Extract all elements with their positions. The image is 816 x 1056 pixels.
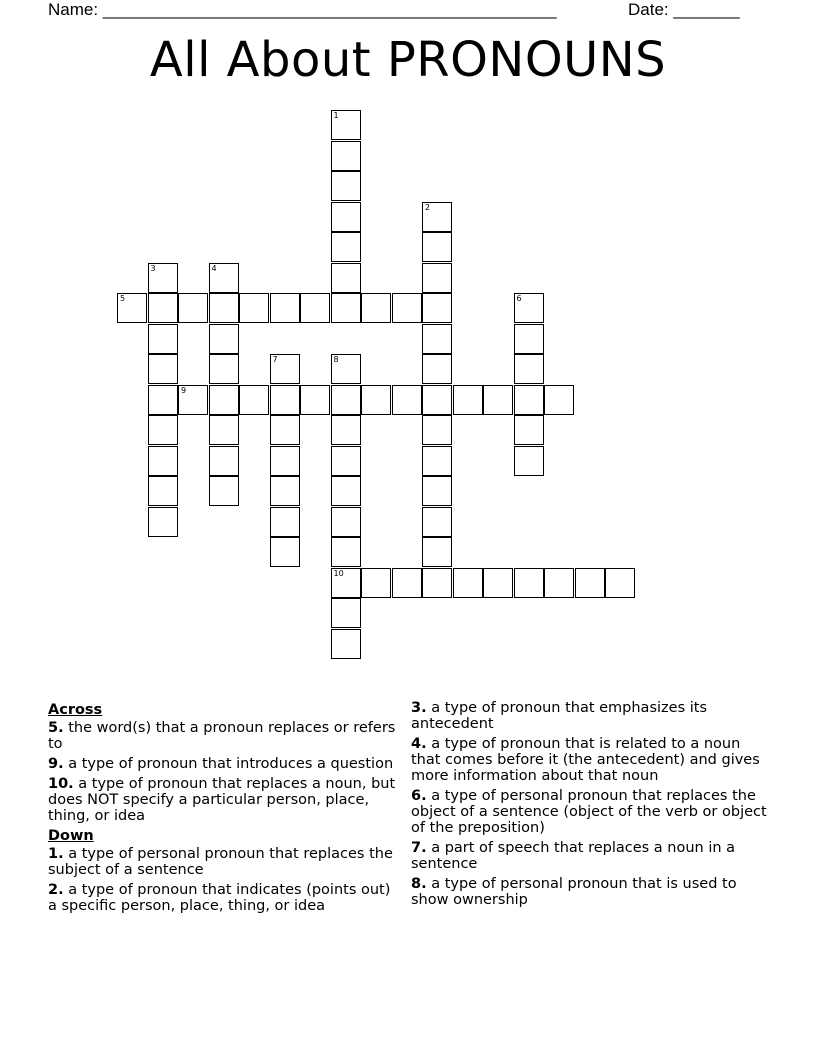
clue-number: 3. bbox=[411, 700, 427, 716]
down-clue-list bbox=[48, 846, 398, 914]
crossword-cell[interactable] bbox=[331, 629, 361, 659]
crossword-cell[interactable] bbox=[422, 232, 452, 262]
crossword-cell[interactable] bbox=[514, 354, 544, 384]
clue-item bbox=[48, 846, 398, 878]
crossword-cell[interactable] bbox=[331, 293, 361, 323]
crossword-cell[interactable] bbox=[270, 537, 300, 567]
crossword-cell[interactable] bbox=[331, 202, 361, 232]
crossword-cell[interactable] bbox=[148, 507, 178, 537]
clue-number-label: 5 bbox=[120, 294, 126, 303]
crossword-cell[interactable] bbox=[361, 568, 391, 598]
clue-number: 5. bbox=[48, 720, 64, 736]
crossword-cell[interactable] bbox=[209, 385, 239, 415]
clue-number-label: 8 bbox=[333, 355, 339, 364]
across-clue-list bbox=[48, 720, 398, 824]
clue-text: a type of personal pronoun that replaces the subject of a sentence bbox=[48, 846, 393, 878]
clue-number: 1. bbox=[48, 846, 64, 862]
clue-item bbox=[48, 776, 398, 824]
crossword-cell[interactable] bbox=[270, 446, 300, 476]
crossword-cell[interactable] bbox=[422, 476, 452, 506]
page-title: All About PRONOUNS bbox=[149, 32, 667, 88]
crossword-cell[interactable] bbox=[331, 568, 361, 598]
clue-number: 2. bbox=[48, 882, 64, 898]
crossword-cell[interactable] bbox=[331, 537, 361, 567]
crossword-cell[interactable] bbox=[422, 324, 452, 354]
crossword-cell[interactable] bbox=[514, 385, 544, 415]
crossword-cell[interactable] bbox=[148, 263, 178, 293]
crossword-cell[interactable] bbox=[392, 293, 422, 323]
crossword-cell[interactable] bbox=[483, 385, 513, 415]
crossword-cell[interactable] bbox=[422, 537, 452, 567]
crossword-cell[interactable] bbox=[331, 415, 361, 445]
crossword-cell[interactable] bbox=[270, 507, 300, 537]
date-field[interactable]: Date: _______ bbox=[628, 0, 740, 19]
crossword-cell[interactable] bbox=[148, 476, 178, 506]
crossword-cell[interactable] bbox=[148, 293, 178, 323]
clue-number-label: 7 bbox=[272, 355, 278, 364]
crossword-cell[interactable] bbox=[178, 293, 208, 323]
clue-text: a type of pronoun that indicates (points out) a specific person, place, thing, or idea bbox=[48, 882, 391, 914]
clues-right-column bbox=[411, 700, 771, 912]
crossword-cell[interactable] bbox=[270, 293, 300, 323]
clue-number: 7. bbox=[411, 840, 427, 856]
clue-number: 10. bbox=[48, 776, 74, 792]
crossword-cell[interactable] bbox=[331, 232, 361, 262]
across-heading: Across bbox=[48, 702, 103, 718]
crossword-cell[interactable] bbox=[331, 446, 361, 476]
clue-number: 8. bbox=[411, 876, 427, 892]
crossword-cell[interactable] bbox=[300, 293, 330, 323]
crossword-cell[interactable] bbox=[514, 446, 544, 476]
crossword-cell[interactable] bbox=[331, 476, 361, 506]
clue-number: 9. bbox=[48, 756, 64, 772]
clue-text: the word(s) that a pronoun replaces or refers to bbox=[48, 720, 396, 752]
clue-text: a type of personal pronoun that is used to show ownership bbox=[411, 876, 737, 908]
crossword-cell[interactable] bbox=[453, 385, 483, 415]
clue-item bbox=[48, 720, 398, 752]
crossword-cell[interactable] bbox=[361, 385, 391, 415]
crossword-cell[interactable] bbox=[331, 598, 361, 628]
crossword-cell[interactable] bbox=[544, 568, 574, 598]
clue-item bbox=[411, 700, 771, 732]
crossword-cell[interactable] bbox=[422, 446, 452, 476]
crossword-cell[interactable] bbox=[148, 385, 178, 415]
crossword-cell[interactable] bbox=[270, 476, 300, 506]
crossword-cell[interactable] bbox=[575, 568, 605, 598]
crossword-cell[interactable] bbox=[209, 476, 239, 506]
crossword-cell[interactable] bbox=[270, 354, 300, 384]
crossword-cell[interactable] bbox=[514, 415, 544, 445]
clue-number-label: 4 bbox=[211, 263, 217, 273]
crossword-cell[interactable] bbox=[209, 263, 239, 293]
clue-text: a type of pronoun that is related to a noun that comes before it (the antecedent) and gives more information about that noun bbox=[411, 736, 760, 784]
crossword-cell[interactable] bbox=[331, 354, 361, 384]
crossword-cell[interactable] bbox=[605, 568, 635, 598]
name-field[interactable]: Name: ________________________________________________ bbox=[48, 0, 557, 19]
crossword-cell[interactable] bbox=[544, 385, 574, 415]
crossword-cell[interactable] bbox=[422, 354, 452, 384]
clue-number-label: 1 bbox=[333, 111, 339, 120]
crossword-cell[interactable] bbox=[514, 324, 544, 354]
clue-number-label: 3 bbox=[150, 263, 156, 273]
clues-left-column bbox=[48, 700, 398, 918]
clue-text: a type of pronoun that emphasizes its antecedent bbox=[411, 700, 707, 732]
clue-text: a type of pronoun that replaces a noun, but does NOT specify a particular person, place, thing, or idea bbox=[48, 776, 396, 824]
down-heading: Down bbox=[48, 828, 94, 844]
crossword-cell[interactable] bbox=[209, 446, 239, 476]
crossword-cell[interactable] bbox=[270, 385, 300, 415]
crossword-cell[interactable] bbox=[514, 293, 544, 323]
clue-number-label: 9 bbox=[181, 385, 187, 395]
crossword-cell[interactable] bbox=[148, 354, 178, 384]
crossword-cell[interactable] bbox=[392, 385, 422, 415]
clue-item bbox=[411, 788, 771, 836]
clue-text: a part of speech that replaces a noun in a sentence bbox=[411, 840, 736, 872]
crossword-cell[interactable] bbox=[422, 293, 452, 323]
crossword-cell[interactable] bbox=[361, 293, 391, 323]
crossword-cell[interactable] bbox=[392, 568, 422, 598]
clue-number: 6. bbox=[411, 788, 427, 804]
crossword-cell[interactable] bbox=[300, 385, 330, 415]
clue-number-label: 10 bbox=[333, 568, 344, 578]
crossword-cell[interactable] bbox=[453, 568, 483, 598]
crossword-cell[interactable] bbox=[422, 568, 452, 598]
crossword-cell[interactable] bbox=[239, 385, 269, 415]
crossword-cell[interactable] bbox=[239, 293, 269, 323]
crossword-cell[interactable] bbox=[514, 568, 544, 598]
clue-number-label: 6 bbox=[516, 294, 522, 303]
clue-item bbox=[48, 882, 398, 914]
crossword-cell[interactable] bbox=[331, 171, 361, 201]
clue-text: a type of personal pronoun that replaces the object of a sentence (object of the verb or object of the preposition) bbox=[411, 788, 767, 836]
crossword-cell[interactable] bbox=[148, 446, 178, 476]
crossword-cell[interactable] bbox=[148, 324, 178, 354]
clue-item bbox=[48, 756, 398, 772]
crossword-cell[interactable] bbox=[422, 263, 452, 293]
crossword-cell[interactable] bbox=[422, 202, 452, 232]
crossword-cell[interactable] bbox=[331, 141, 361, 171]
crossword-cell[interactable] bbox=[209, 354, 239, 384]
clue-number-label: 2 bbox=[425, 202, 431, 212]
clue-text: a type of pronoun that introduces a question bbox=[63, 756, 394, 772]
crossword-cell[interactable] bbox=[117, 293, 147, 323]
clue-item bbox=[411, 876, 771, 908]
down-clue-list-continued bbox=[411, 700, 771, 908]
crossword-cell[interactable] bbox=[178, 385, 208, 415]
clue-item bbox=[411, 840, 771, 872]
crossword-cell[interactable] bbox=[331, 110, 361, 140]
crossword-cell[interactable] bbox=[270, 415, 300, 445]
crossword-cell[interactable] bbox=[148, 415, 178, 445]
crossword-cell[interactable] bbox=[209, 324, 239, 354]
crossword-cell[interactable] bbox=[331, 385, 361, 415]
crossword-cell[interactable] bbox=[331, 507, 361, 537]
clue-item bbox=[411, 736, 771, 784]
crossword-cell[interactable] bbox=[422, 507, 452, 537]
crossword-cell[interactable] bbox=[209, 415, 239, 445]
crossword-cell[interactable] bbox=[483, 568, 513, 598]
crossword-cell[interactable] bbox=[422, 415, 452, 445]
crossword-cell[interactable] bbox=[331, 263, 361, 293]
crossword-cell[interactable] bbox=[422, 385, 452, 415]
crossword-cell[interactable] bbox=[209, 293, 239, 323]
clue-number: 4. bbox=[411, 736, 427, 752]
